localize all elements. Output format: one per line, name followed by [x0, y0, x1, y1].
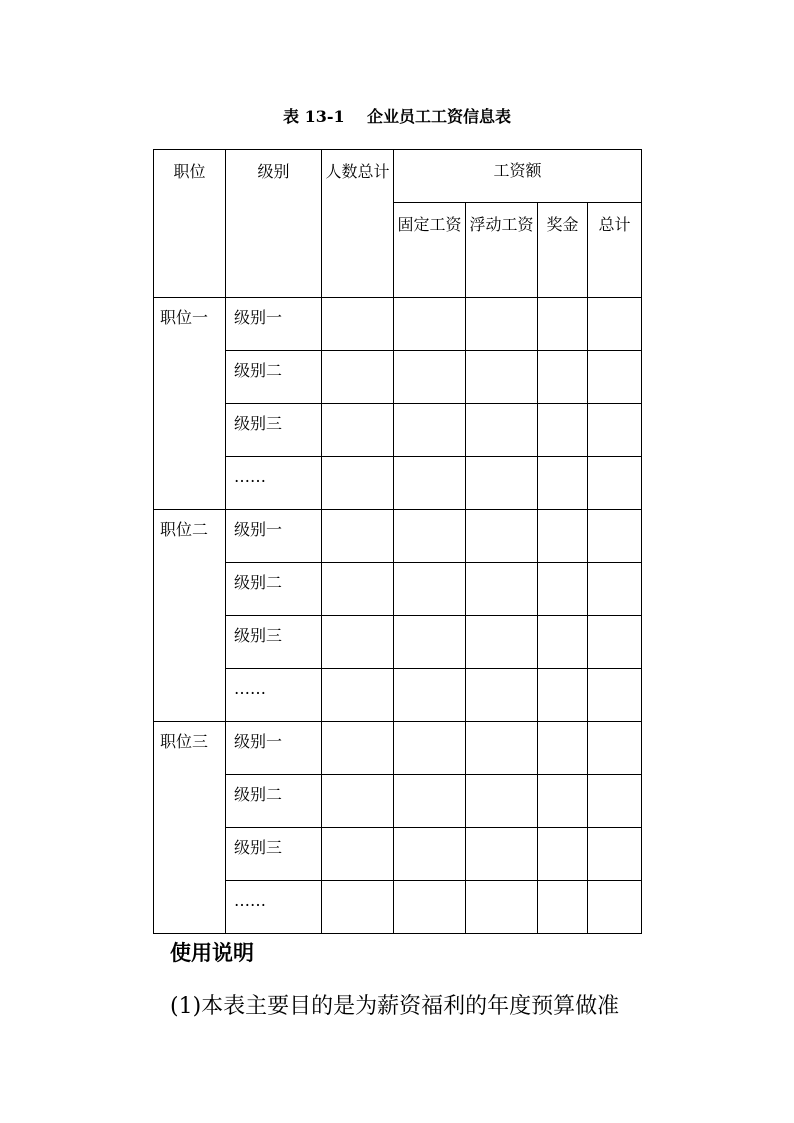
headcount-cell — [322, 881, 394, 934]
headcount-cell — [322, 351, 394, 404]
fixed-salary-cell — [394, 404, 466, 457]
floating-salary-cell — [466, 563, 538, 616]
fixed-salary-cell — [394, 669, 466, 722]
floating-salary-cell — [466, 510, 538, 563]
floating-salary-cell — [466, 404, 538, 457]
header-bonus: 奖金 — [538, 203, 588, 298]
total-cell — [588, 775, 642, 828]
headcount-cell — [322, 457, 394, 510]
salary-info-table — [153, 149, 642, 934]
total-cell — [588, 722, 642, 775]
fixed-salary-cell — [394, 881, 466, 934]
floating-salary-cell — [466, 775, 538, 828]
level-cell: …… — [226, 457, 322, 510]
fixed-salary-cell — [394, 616, 466, 669]
level-cell: 级别二 — [226, 351, 322, 404]
total-cell — [588, 510, 642, 563]
floating-salary-cell — [466, 722, 538, 775]
bonus-cell — [538, 616, 588, 669]
level-cell: 级别二 — [226, 563, 322, 616]
total-cell — [588, 298, 642, 351]
table-row — [154, 722, 642, 775]
header-total: 总计 — [588, 203, 642, 298]
fixed-salary-cell — [394, 351, 466, 404]
usage-note-item: (1)本表主要目的是为薪资福利的年度预算做准 — [170, 994, 620, 1019]
headcount-cell — [322, 404, 394, 457]
floating-salary-cell — [466, 881, 538, 934]
total-cell — [588, 616, 642, 669]
table-row — [154, 881, 642, 934]
table-row — [154, 351, 642, 404]
bonus-cell — [538, 722, 588, 775]
total-cell — [588, 457, 642, 510]
header-salary-group: 工资额 — [394, 150, 642, 203]
total-cell — [588, 563, 642, 616]
floating-salary-cell — [466, 828, 538, 881]
level-cell: 级别三 — [226, 828, 322, 881]
table-row — [154, 404, 642, 457]
level-cell: 级别一 — [226, 722, 322, 775]
total-cell — [588, 669, 642, 722]
floating-salary-cell — [466, 669, 538, 722]
fixed-salary-cell — [394, 828, 466, 881]
position-cell: 职位二 — [154, 510, 226, 722]
floating-salary-cell — [466, 616, 538, 669]
header-headcount: 人数总计 — [322, 150, 394, 298]
fixed-salary-cell — [394, 722, 466, 775]
fixed-salary-cell — [394, 775, 466, 828]
level-cell: …… — [226, 881, 322, 934]
bonus-cell — [538, 775, 588, 828]
floating-salary-cell — [466, 457, 538, 510]
headcount-cell — [322, 298, 394, 351]
position-cell: 职位一 — [154, 298, 226, 510]
bonus-cell — [538, 510, 588, 563]
level-cell: 级别一 — [226, 510, 322, 563]
bonus-cell — [538, 457, 588, 510]
bonus-cell — [538, 351, 588, 404]
level-cell: 级别二 — [226, 775, 322, 828]
fixed-salary-cell — [394, 298, 466, 351]
bonus-cell — [538, 563, 588, 616]
table-row — [154, 510, 642, 563]
total-cell — [588, 351, 642, 404]
position-cell: 职位三 — [154, 722, 226, 934]
headcount-cell — [322, 563, 394, 616]
headcount-cell — [322, 722, 394, 775]
header-position: 职位 — [154, 150, 226, 298]
fixed-salary-cell — [394, 510, 466, 563]
headcount-cell — [322, 510, 394, 563]
bonus-cell — [538, 828, 588, 881]
level-cell: 级别三 — [226, 616, 322, 669]
level-cell: 级别三 — [226, 404, 322, 457]
bonus-cell — [538, 298, 588, 351]
floating-salary-cell — [466, 351, 538, 404]
bonus-cell — [538, 669, 588, 722]
table-row — [154, 775, 642, 828]
fixed-salary-cell — [394, 457, 466, 510]
table-row — [154, 828, 642, 881]
level-cell: 级别一 — [226, 298, 322, 351]
table-caption: 表 13-1 企业员工工资信息表 — [283, 107, 511, 126]
level-cell: …… — [226, 669, 322, 722]
table-row — [154, 457, 642, 510]
total-cell — [588, 404, 642, 457]
fixed-salary-cell — [394, 563, 466, 616]
total-cell — [588, 828, 642, 881]
headcount-cell — [322, 828, 394, 881]
floating-salary-cell — [466, 298, 538, 351]
usage-notes-title: 使用说明 — [170, 940, 254, 965]
header-level: 级别 — [226, 150, 322, 298]
bonus-cell — [538, 404, 588, 457]
header-floating-salary: 浮动工资 — [466, 203, 538, 298]
total-cell — [588, 881, 642, 934]
headcount-cell — [322, 775, 394, 828]
headcount-cell — [322, 616, 394, 669]
table-row — [154, 298, 642, 351]
header-fixed-salary: 固定工资 — [394, 203, 466, 298]
table-row — [154, 669, 642, 722]
table-row — [154, 563, 642, 616]
headcount-cell — [322, 669, 394, 722]
bonus-cell — [538, 881, 588, 934]
table-row — [154, 616, 642, 669]
